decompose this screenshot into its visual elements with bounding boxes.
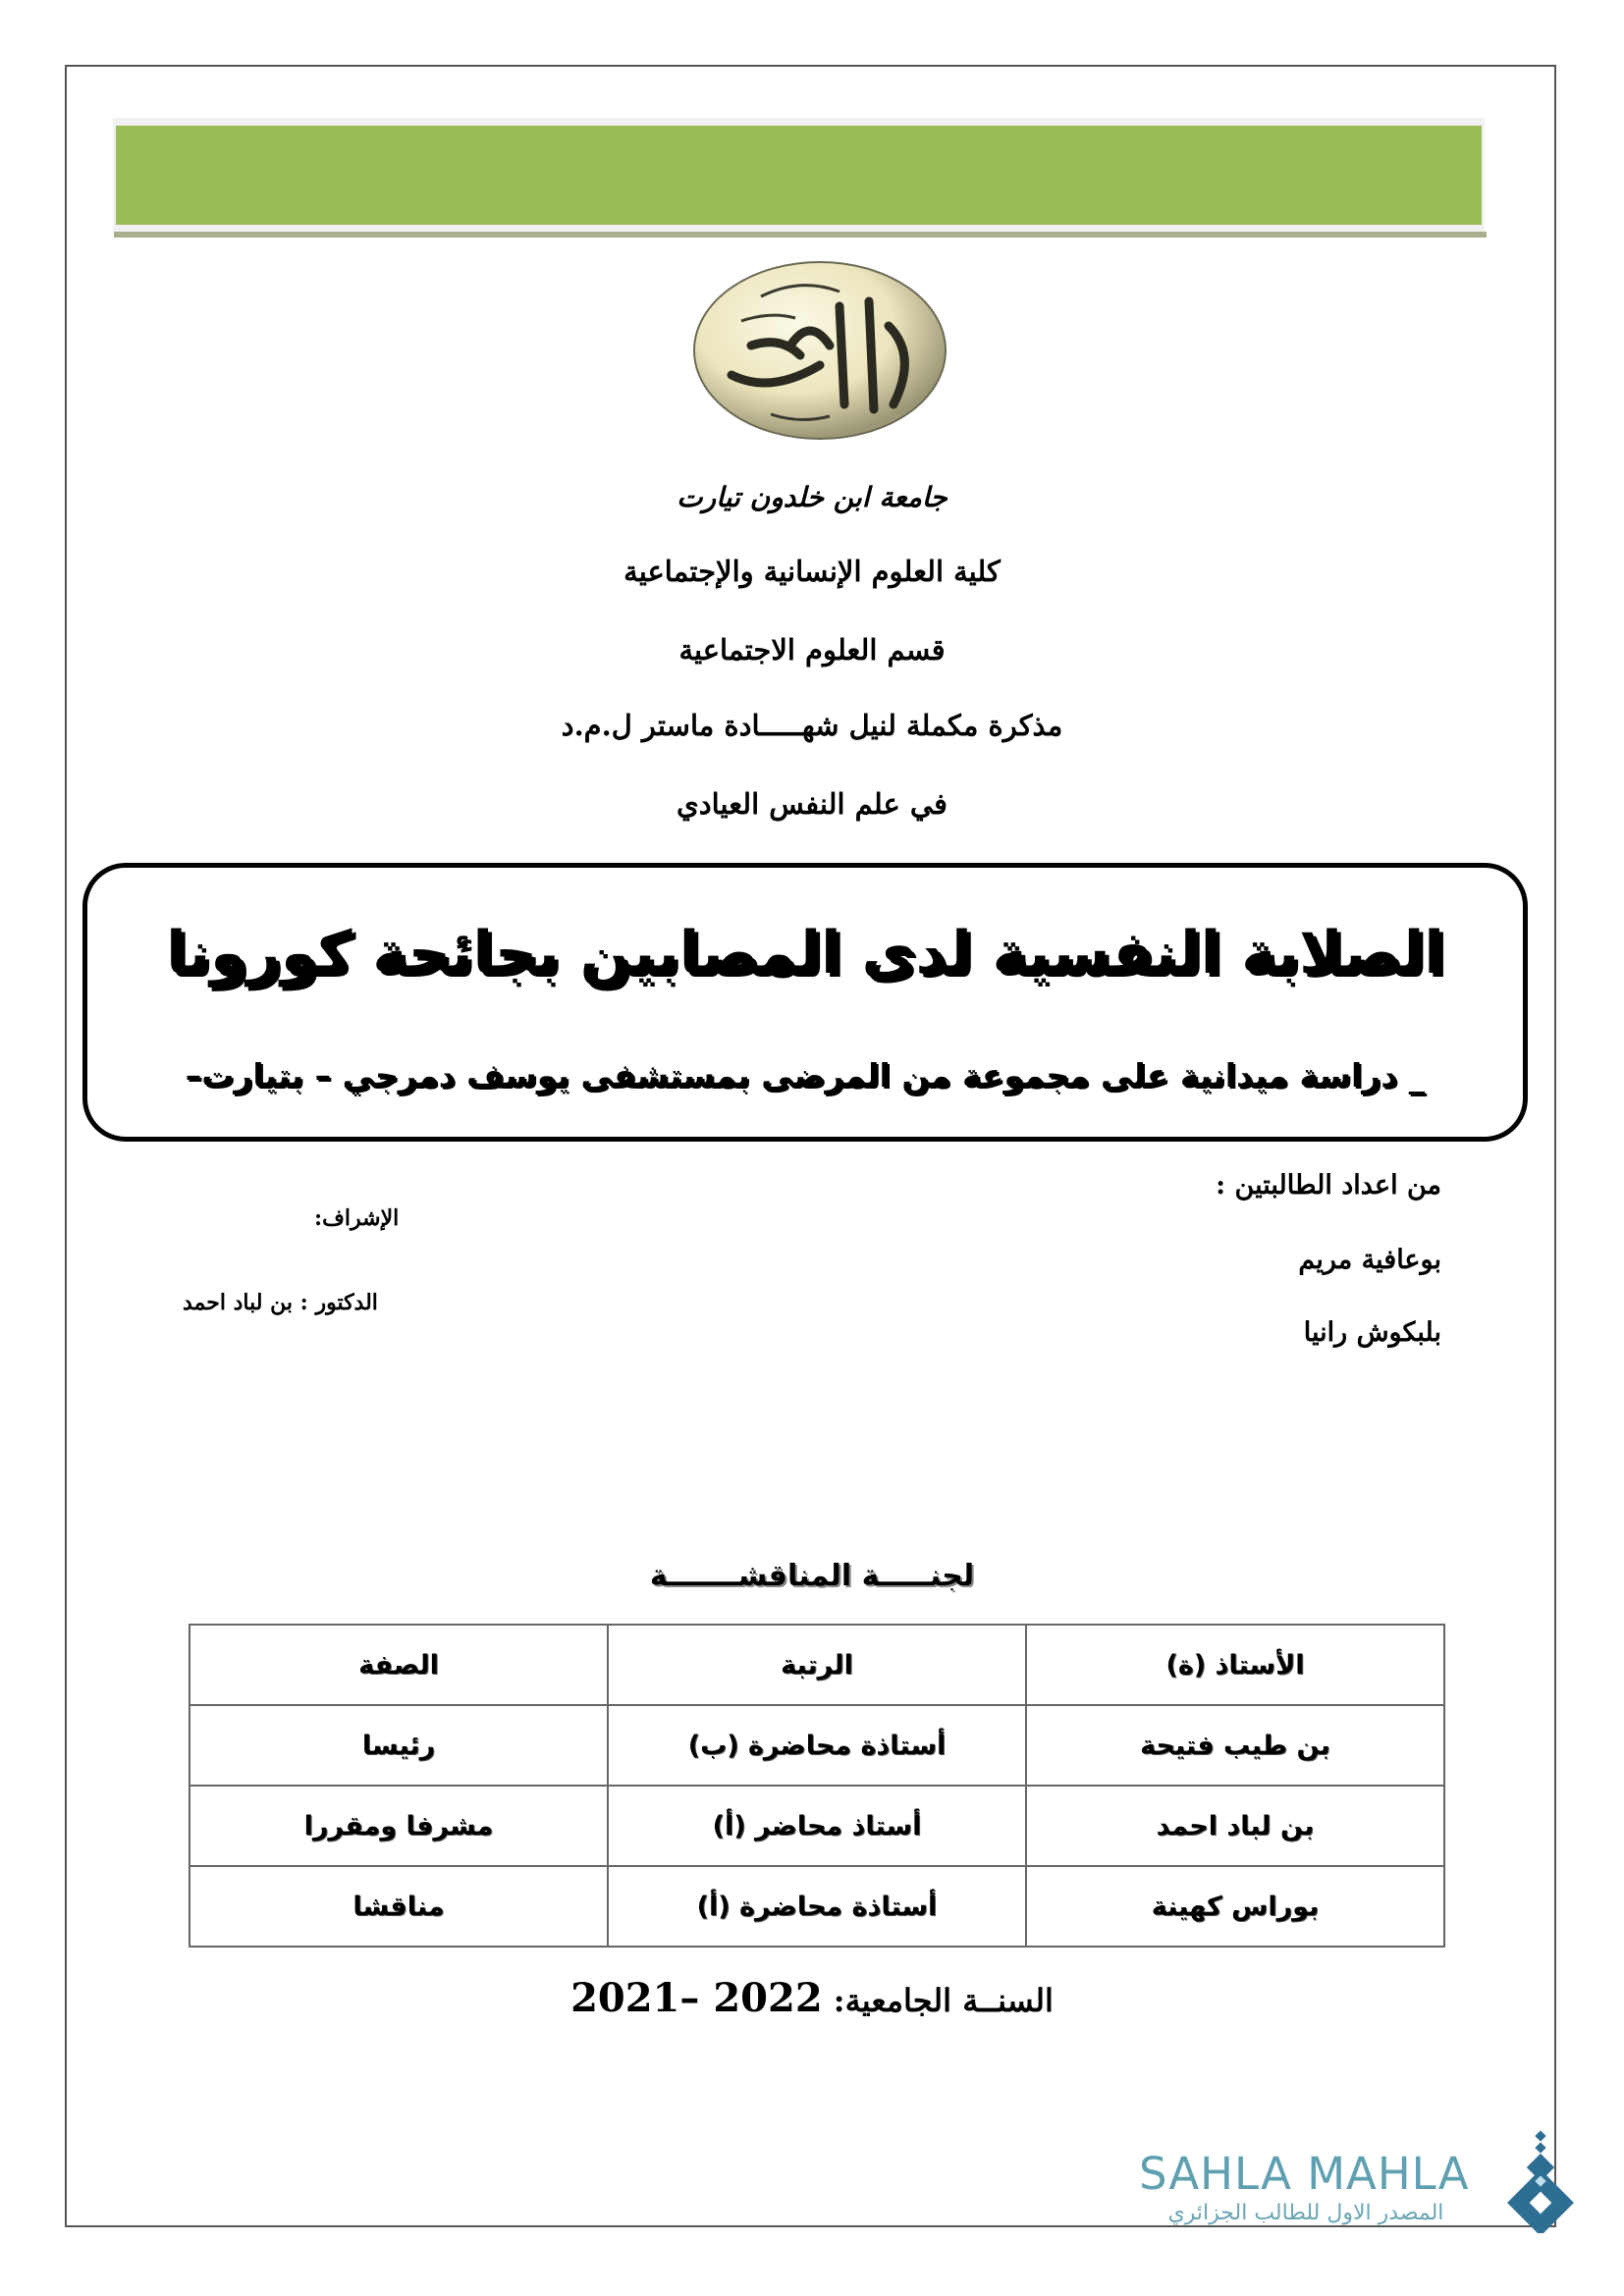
cell-role: مناقشا	[189, 1866, 608, 1947]
header-professor: الأستاذ (ة)	[1026, 1625, 1444, 1705]
degree-statement: مذكرة مكملة لنيل شهـــــادة ماستر ل.م.د	[561, 709, 1063, 742]
students-label: من اعداد الطالبتين :	[1216, 1170, 1441, 1201]
watermark-brand: SAHLA MAHLA	[1139, 2148, 1470, 2200]
academic-year-label: السنــة الجامعية:	[833, 1982, 1054, 2019]
table-row	[189, 1866, 1444, 1947]
student-name: بوعافية مريم	[1298, 1245, 1441, 1275]
table-row	[189, 1705, 1444, 1786]
thesis-title: الصلابة النفسية لدى المصابين بجائحة كورونا	[166, 919, 1444, 988]
specialty: في علم النفس العيادي	[677, 787, 947, 821]
header-role: الصفة	[189, 1625, 608, 1705]
cell-rank: أستاذ محاضر (أ)	[608, 1786, 1026, 1866]
student-name: بلبكوش رانيا	[1303, 1317, 1441, 1348]
faculty-name: كلية العلوم الإنسانية والإجتماعية	[623, 555, 1001, 588]
cell-professor: بن طيب فتيحة	[1026, 1705, 1444, 1786]
academic-year	[0, 1975, 1624, 2021]
supervisor-name: الدكتور : بن لباد احمد	[183, 1290, 378, 1315]
university-seal-logo	[673, 247, 967, 444]
sahla-mahla-logo-icon	[1507, 2130, 1576, 2233]
banner-shadow	[114, 232, 1487, 238]
cell-rank: أستاذة محاضرة (ب)	[608, 1705, 1026, 1786]
cell-rank: أستاذة محاضرة (أ)	[608, 1866, 1026, 1947]
academic-year-value: 2021– 2022	[570, 1975, 823, 2021]
committee-title: لجنـــــة المناقشـــــــة	[649, 1559, 975, 1593]
header-banner	[116, 126, 1482, 225]
cell-role: رئيسا	[189, 1705, 608, 1786]
cell-professor: بوراس كهينة	[1026, 1866, 1444, 1947]
sahla-mahla-watermark	[1139, 2130, 1571, 2238]
thesis-title-box	[82, 863, 1528, 1142]
header-rank: الرتبة	[608, 1625, 1026, 1705]
university-name: جامعة ابن خلدون تيارت	[677, 481, 947, 513]
committee-table	[189, 1624, 1445, 1948]
watermark-tagline: المصدر الاول للطالب الجزائري	[1167, 2201, 1444, 2225]
table-row	[189, 1786, 1444, 1866]
thesis-subtitle: _ دراسة ميدانية على مجموعة من المرضى بمستشفى يوسف دمرجي – بتيارت–	[185, 1056, 1426, 1095]
cell-role: مشرفا ومقررا	[189, 1786, 608, 1866]
department-name: قسم العلوم الاجتماعية	[678, 633, 946, 667]
table-header-row	[189, 1625, 1444, 1705]
supervision-label: الإشراف:	[314, 1205, 400, 1231]
cell-professor: بن لباد احمد	[1026, 1786, 1444, 1866]
